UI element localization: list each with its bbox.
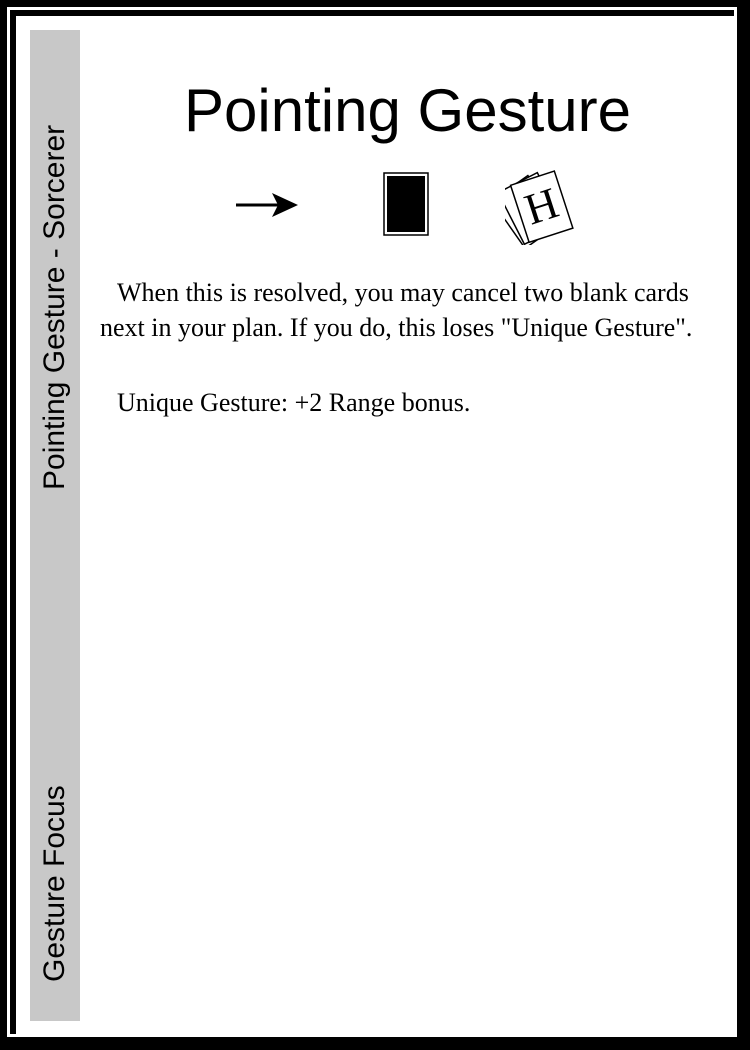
rules-text: [100, 275, 710, 420]
side-label-card-name: Pointing Gesture - Sorcerer: [38, 124, 71, 490]
card-title: Pointing Gesture: [184, 77, 631, 144]
rules-paragraph: When this is resolved, you may cancel two blank cards next in your plan. If you do, this loses "Unique Gesture".: [100, 278, 693, 342]
rules-paragraph: Unique Gesture: +2 Range bonus.: [117, 388, 471, 417]
hand-icon-letter: H: [518, 178, 565, 235]
hand-of-cards-icon: [505, 163, 587, 245]
card-face: [16, 16, 734, 1034]
side-label-category: Gesture Focus: [38, 785, 71, 982]
arrow-icon: [234, 188, 300, 222]
card-back-icon: [383, 172, 429, 236]
